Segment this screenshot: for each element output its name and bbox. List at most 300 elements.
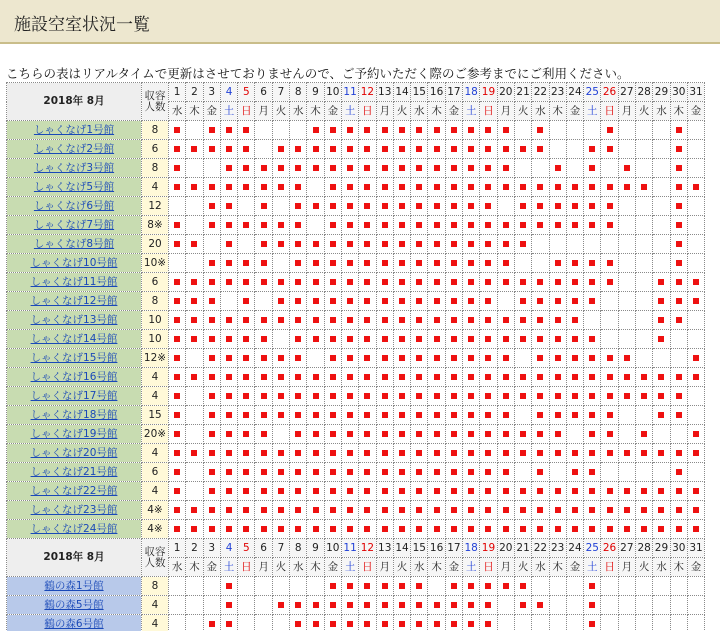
availability-cell bbox=[601, 216, 618, 235]
facility-link[interactable]: しゃくなげ23号館 bbox=[30, 503, 118, 516]
booked-mark bbox=[485, 507, 491, 513]
availability-cell bbox=[687, 368, 704, 387]
day-number: 5 bbox=[238, 83, 255, 102]
availability-cell bbox=[324, 311, 341, 330]
booked-mark bbox=[520, 184, 526, 190]
availability-cell bbox=[238, 368, 255, 387]
booked-mark bbox=[295, 260, 301, 266]
booked-mark bbox=[658, 279, 664, 285]
availability-cell bbox=[549, 140, 566, 159]
availability-cell bbox=[687, 178, 704, 197]
availability-cell bbox=[238, 197, 255, 216]
booked-mark bbox=[537, 507, 543, 513]
booked-mark bbox=[503, 526, 509, 532]
availability-cell bbox=[341, 330, 358, 349]
availability-cell bbox=[255, 254, 272, 273]
booked-mark bbox=[555, 488, 561, 494]
availability-cell bbox=[341, 463, 358, 482]
availability-cell bbox=[670, 159, 687, 178]
availability-cell bbox=[203, 349, 220, 368]
facility-link[interactable]: しゃくなげ13号館 bbox=[30, 313, 118, 326]
availability-cell bbox=[445, 520, 462, 539]
booked-mark bbox=[226, 279, 232, 285]
booked-mark bbox=[191, 526, 197, 532]
booked-mark bbox=[503, 393, 509, 399]
booked-mark bbox=[676, 412, 682, 418]
booked-mark bbox=[174, 165, 180, 171]
day-number: 29 bbox=[653, 539, 670, 558]
availability-cell bbox=[532, 254, 549, 273]
availability-cell bbox=[220, 482, 237, 501]
availability-cell bbox=[238, 482, 255, 501]
day-number: 13 bbox=[376, 83, 393, 102]
booked-mark bbox=[209, 526, 215, 532]
availability-cell bbox=[307, 596, 324, 615]
availability-cell bbox=[445, 216, 462, 235]
availability-cell bbox=[566, 140, 583, 159]
availability-cell bbox=[618, 444, 635, 463]
facility-link[interactable]: しゃくなげ11号館 bbox=[30, 275, 118, 288]
booked-mark bbox=[330, 431, 336, 437]
availability-cell bbox=[653, 444, 670, 463]
capacity-cell: 8 bbox=[142, 292, 169, 311]
availability-cell bbox=[169, 387, 186, 406]
facility-link[interactable]: しゃくなげ24号館 bbox=[30, 522, 118, 535]
booked-mark bbox=[382, 165, 388, 171]
availability-cell bbox=[359, 615, 376, 631]
availability-cell bbox=[532, 463, 549, 482]
booked-mark bbox=[295, 526, 301, 532]
facility-link[interactable]: しゃくなげ12号館 bbox=[30, 294, 118, 307]
availability-cell bbox=[376, 520, 393, 539]
booked-mark bbox=[416, 222, 422, 228]
availability-cell bbox=[514, 235, 531, 254]
availability-cell bbox=[169, 425, 186, 444]
day-number: 14 bbox=[393, 539, 410, 558]
availability-cell bbox=[238, 615, 255, 631]
availability-cell bbox=[687, 330, 704, 349]
availability-cell bbox=[549, 216, 566, 235]
facility-link[interactable]: しゃくなげ5号館 bbox=[33, 180, 115, 193]
facility-link[interactable]: しゃくなげ3号館 bbox=[33, 161, 115, 174]
availability-cell bbox=[324, 254, 341, 273]
facility-link[interactable]: 鶴の森6号館 bbox=[44, 617, 104, 630]
availability-cell bbox=[566, 121, 583, 140]
booked-mark bbox=[174, 374, 180, 380]
availability-cell bbox=[497, 273, 514, 292]
booked-mark bbox=[416, 298, 422, 304]
booked-mark bbox=[330, 165, 336, 171]
availability-cell bbox=[169, 501, 186, 520]
availability-cell bbox=[341, 406, 358, 425]
availability-cell bbox=[532, 159, 549, 178]
availability-cell bbox=[341, 520, 358, 539]
booked-mark bbox=[503, 260, 509, 266]
availability-cell bbox=[445, 140, 462, 159]
weekday-label: 木 bbox=[186, 102, 203, 121]
availability-cell bbox=[186, 596, 203, 615]
booked-mark bbox=[382, 279, 388, 285]
booked-mark bbox=[330, 469, 336, 475]
availability-cell bbox=[618, 482, 635, 501]
availability-cell bbox=[566, 444, 583, 463]
availability-cell bbox=[376, 444, 393, 463]
availability-cell bbox=[601, 178, 618, 197]
booked-mark bbox=[416, 583, 422, 589]
day-number: 31 bbox=[687, 539, 704, 558]
booked-mark bbox=[451, 165, 457, 171]
availability-cell bbox=[445, 425, 462, 444]
booked-mark bbox=[399, 621, 405, 627]
availability-cell bbox=[601, 235, 618, 254]
booked-mark bbox=[416, 374, 422, 380]
booked-mark bbox=[555, 526, 561, 532]
availability-cell bbox=[463, 235, 480, 254]
capacity-cell: 12 bbox=[142, 197, 169, 216]
availability-cell bbox=[238, 463, 255, 482]
facility-link[interactable]: しゃくなげ2号館 bbox=[33, 142, 115, 155]
availability-cell bbox=[549, 235, 566, 254]
availability-cell bbox=[359, 368, 376, 387]
facility-link[interactable]: しゃくなげ6号館 bbox=[33, 199, 115, 212]
facility-link[interactable]: 鶴の森5号館 bbox=[44, 598, 104, 611]
availability-cell bbox=[376, 254, 393, 273]
booked-mark bbox=[468, 374, 474, 380]
availability-cell bbox=[566, 501, 583, 520]
availability-cell bbox=[203, 178, 220, 197]
booked-mark bbox=[278, 165, 284, 171]
availability-cell bbox=[359, 311, 376, 330]
booked-mark bbox=[313, 146, 319, 152]
availability-cell bbox=[428, 596, 445, 615]
weekday-label: 土 bbox=[463, 558, 480, 577]
facility-link[interactable]: しゃくなげ18号館 bbox=[30, 408, 118, 421]
booked-mark bbox=[209, 507, 215, 513]
facility-row bbox=[7, 235, 705, 254]
facility-row bbox=[7, 216, 705, 235]
availability-cell bbox=[601, 254, 618, 273]
weekday-label: 金 bbox=[324, 102, 341, 121]
booked-mark bbox=[607, 355, 613, 361]
booked-mark bbox=[589, 507, 595, 513]
booked-mark bbox=[330, 583, 336, 589]
booked-mark bbox=[364, 374, 370, 380]
booked-mark bbox=[347, 317, 353, 323]
availability-cell bbox=[566, 311, 583, 330]
booked-mark bbox=[347, 450, 353, 456]
facility-row bbox=[7, 425, 705, 444]
booked-mark bbox=[174, 279, 180, 285]
availability-cell bbox=[428, 178, 445, 197]
availability-cell bbox=[272, 216, 289, 235]
availability-cell bbox=[186, 463, 203, 482]
availability-cell bbox=[376, 311, 393, 330]
booked-mark bbox=[330, 184, 336, 190]
booked-mark bbox=[485, 602, 491, 608]
availability-cell bbox=[549, 330, 566, 349]
availability-cell bbox=[636, 577, 653, 596]
booked-mark bbox=[503, 355, 509, 361]
availability-cell bbox=[584, 463, 601, 482]
availability-cell bbox=[376, 501, 393, 520]
facility-link[interactable]: しゃくなげ20号館 bbox=[30, 446, 118, 459]
availability-cell bbox=[601, 501, 618, 520]
availability-cell bbox=[480, 349, 497, 368]
booked-mark bbox=[503, 336, 509, 342]
availability-cell bbox=[636, 615, 653, 631]
day-number: 3 bbox=[203, 83, 220, 102]
availability-cell bbox=[290, 596, 307, 615]
availability-cell bbox=[220, 292, 237, 311]
booked-mark bbox=[226, 222, 232, 228]
availability-cell bbox=[636, 159, 653, 178]
booked-mark bbox=[485, 488, 491, 494]
booked-mark bbox=[278, 317, 284, 323]
availability-cell bbox=[307, 615, 324, 631]
booked-mark bbox=[382, 469, 388, 475]
weekday-label: 木 bbox=[549, 558, 566, 577]
availability-cell bbox=[255, 501, 272, 520]
availability-cell bbox=[272, 368, 289, 387]
availability-cell bbox=[566, 425, 583, 444]
availability-cell bbox=[532, 406, 549, 425]
day-number: 7 bbox=[272, 83, 289, 102]
availability-cell bbox=[428, 425, 445, 444]
availability-cell bbox=[445, 368, 462, 387]
availability-cell bbox=[428, 140, 445, 159]
booked-mark bbox=[503, 241, 509, 247]
availability-cell bbox=[463, 292, 480, 311]
booked-mark bbox=[330, 355, 336, 361]
booked-mark bbox=[295, 450, 301, 456]
booked-mark bbox=[364, 393, 370, 399]
booked-mark bbox=[330, 298, 336, 304]
availability-cell bbox=[566, 235, 583, 254]
availability-cell bbox=[307, 330, 324, 349]
availability-cell bbox=[497, 330, 514, 349]
availability-cell bbox=[376, 140, 393, 159]
booked-mark bbox=[313, 279, 319, 285]
booked-mark bbox=[261, 203, 267, 209]
facility-link[interactable]: しゃくなげ10号館 bbox=[30, 256, 118, 269]
booked-mark bbox=[658, 412, 664, 418]
availability-cell bbox=[497, 197, 514, 216]
booked-mark bbox=[416, 431, 422, 437]
weekday-label: 火 bbox=[514, 558, 531, 577]
availability-cell bbox=[255, 216, 272, 235]
facility-link[interactable]: しゃくなげ15号館 bbox=[30, 351, 118, 364]
facility-name-cell bbox=[7, 596, 142, 615]
availability-cell bbox=[670, 368, 687, 387]
facility-link[interactable]: しゃくなげ7号館 bbox=[33, 218, 115, 231]
booked-mark bbox=[382, 241, 388, 247]
booked-mark bbox=[416, 127, 422, 133]
availability-cell bbox=[324, 615, 341, 631]
availability-cell bbox=[497, 387, 514, 406]
booked-mark bbox=[226, 374, 232, 380]
availability-cell bbox=[428, 254, 445, 273]
booked-mark bbox=[589, 621, 595, 627]
facility-link[interactable]: しゃくなげ16号館 bbox=[30, 370, 118, 383]
booked-mark bbox=[330, 507, 336, 513]
facility-row bbox=[7, 406, 705, 425]
facility-link[interactable]: しゃくなげ22号館 bbox=[30, 484, 118, 497]
booked-mark bbox=[243, 298, 249, 304]
availability-cell bbox=[532, 216, 549, 235]
booked-mark bbox=[243, 393, 249, 399]
availability-cell bbox=[445, 501, 462, 520]
notice-text: こちらの表はリアルタイムで更新はさせておりませんので、ご予約いただく際のご参考までにご利用ください。 bbox=[6, 66, 630, 81]
booked-mark bbox=[676, 241, 682, 247]
availability-cell bbox=[220, 197, 237, 216]
availability-cell bbox=[532, 178, 549, 197]
availability-cell bbox=[272, 425, 289, 444]
availability-cell bbox=[359, 178, 376, 197]
availability-cell bbox=[220, 216, 237, 235]
availability-cell bbox=[653, 140, 670, 159]
booked-mark bbox=[399, 317, 405, 323]
facility-link[interactable]: しゃくなげ14号館 bbox=[30, 332, 118, 345]
booked-mark bbox=[416, 241, 422, 247]
booked-mark bbox=[313, 317, 319, 323]
booked-mark bbox=[503, 488, 509, 494]
availability-cell bbox=[341, 444, 358, 463]
availability-cell bbox=[186, 235, 203, 254]
availability-cell bbox=[636, 425, 653, 444]
availability-cell bbox=[618, 311, 635, 330]
availability-cell bbox=[514, 330, 531, 349]
availability-cell bbox=[255, 159, 272, 178]
availability-cell bbox=[636, 273, 653, 292]
availability-cell bbox=[220, 235, 237, 254]
booked-mark bbox=[278, 469, 284, 475]
booked-mark bbox=[503, 583, 509, 589]
capacity-cell: 6 bbox=[142, 140, 169, 159]
booked-mark bbox=[399, 336, 405, 342]
facility-link[interactable]: しゃくなげ1号館 bbox=[33, 123, 115, 136]
booked-mark bbox=[676, 393, 682, 399]
availability-cell bbox=[463, 444, 480, 463]
booked-mark bbox=[191, 336, 197, 342]
booked-mark bbox=[278, 412, 284, 418]
booked-mark bbox=[295, 488, 301, 494]
booked-mark bbox=[295, 412, 301, 418]
availability-cell bbox=[376, 349, 393, 368]
booked-mark bbox=[261, 526, 267, 532]
booked-mark bbox=[243, 127, 249, 133]
availability-cell bbox=[411, 140, 428, 159]
booked-mark bbox=[607, 184, 613, 190]
booked-mark bbox=[537, 222, 543, 228]
availability-cell bbox=[636, 463, 653, 482]
facility-row bbox=[7, 311, 705, 330]
booked-mark bbox=[537, 184, 543, 190]
weekday-label: 金 bbox=[203, 558, 220, 577]
booked-mark bbox=[209, 469, 215, 475]
booked-mark bbox=[382, 336, 388, 342]
weekday-label: 月 bbox=[497, 102, 514, 121]
availability-cell bbox=[653, 292, 670, 311]
booked-mark bbox=[468, 507, 474, 513]
booked-mark bbox=[364, 146, 370, 152]
availability-cell bbox=[601, 330, 618, 349]
availability-cell bbox=[549, 197, 566, 216]
booked-mark bbox=[399, 412, 405, 418]
booked-mark bbox=[330, 203, 336, 209]
booked-mark bbox=[676, 222, 682, 228]
booked-mark bbox=[226, 355, 232, 361]
availability-cell bbox=[584, 330, 601, 349]
day-number: 20 bbox=[497, 83, 514, 102]
availability-cell bbox=[393, 292, 410, 311]
booked-mark bbox=[382, 507, 388, 513]
booked-mark bbox=[295, 469, 301, 475]
facility-link[interactable]: 鶴の森1号館 bbox=[44, 579, 104, 592]
facility-link[interactable]: しゃくなげ19号館 bbox=[30, 427, 118, 440]
facility-link[interactable]: しゃくなげ8号館 bbox=[33, 237, 115, 250]
availability-cell bbox=[169, 311, 186, 330]
booked-mark bbox=[572, 393, 578, 399]
availability-cell bbox=[653, 406, 670, 425]
availability-cell bbox=[307, 159, 324, 178]
availability-cell bbox=[359, 330, 376, 349]
availability-cell bbox=[618, 273, 635, 292]
page-title: 施設空室状況一覧 bbox=[14, 15, 150, 35]
facility-link[interactable]: しゃくなげ17号館 bbox=[30, 389, 118, 402]
availability-cell bbox=[324, 368, 341, 387]
availability-cell bbox=[636, 596, 653, 615]
booked-mark bbox=[485, 165, 491, 171]
availability-cell bbox=[463, 368, 480, 387]
availability-cell bbox=[307, 368, 324, 387]
day-number: 11 bbox=[341, 539, 358, 558]
facility-link[interactable]: しゃくなげ21号館 bbox=[30, 465, 118, 478]
availability-cell bbox=[324, 197, 341, 216]
availability-cell bbox=[670, 425, 687, 444]
availability-cell bbox=[220, 140, 237, 159]
availability-cell bbox=[428, 387, 445, 406]
booked-mark bbox=[451, 507, 457, 513]
booked-mark bbox=[261, 355, 267, 361]
availability-cell bbox=[341, 615, 358, 631]
availability-cell bbox=[169, 520, 186, 539]
booked-mark bbox=[243, 469, 249, 475]
booked-mark bbox=[641, 393, 647, 399]
availability-cell bbox=[186, 501, 203, 520]
availability-cell bbox=[532, 311, 549, 330]
availability-cell bbox=[411, 463, 428, 482]
availability-cell bbox=[324, 235, 341, 254]
availability-cell bbox=[584, 406, 601, 425]
booked-mark bbox=[261, 469, 267, 475]
booked-mark bbox=[364, 469, 370, 475]
availability-cell bbox=[480, 406, 497, 425]
booked-mark bbox=[174, 450, 180, 456]
day-number: 28 bbox=[636, 539, 653, 558]
weekday-label: 金 bbox=[445, 102, 462, 121]
booked-mark bbox=[382, 146, 388, 152]
booked-mark bbox=[572, 298, 578, 304]
availability-cell bbox=[463, 501, 480, 520]
booked-mark bbox=[468, 450, 474, 456]
availability-cell bbox=[272, 520, 289, 539]
booked-mark bbox=[572, 203, 578, 209]
availability-cell bbox=[220, 463, 237, 482]
day-number: 18 bbox=[463, 539, 480, 558]
availability-cell bbox=[463, 387, 480, 406]
availability-cell bbox=[653, 121, 670, 140]
booked-mark bbox=[399, 165, 405, 171]
